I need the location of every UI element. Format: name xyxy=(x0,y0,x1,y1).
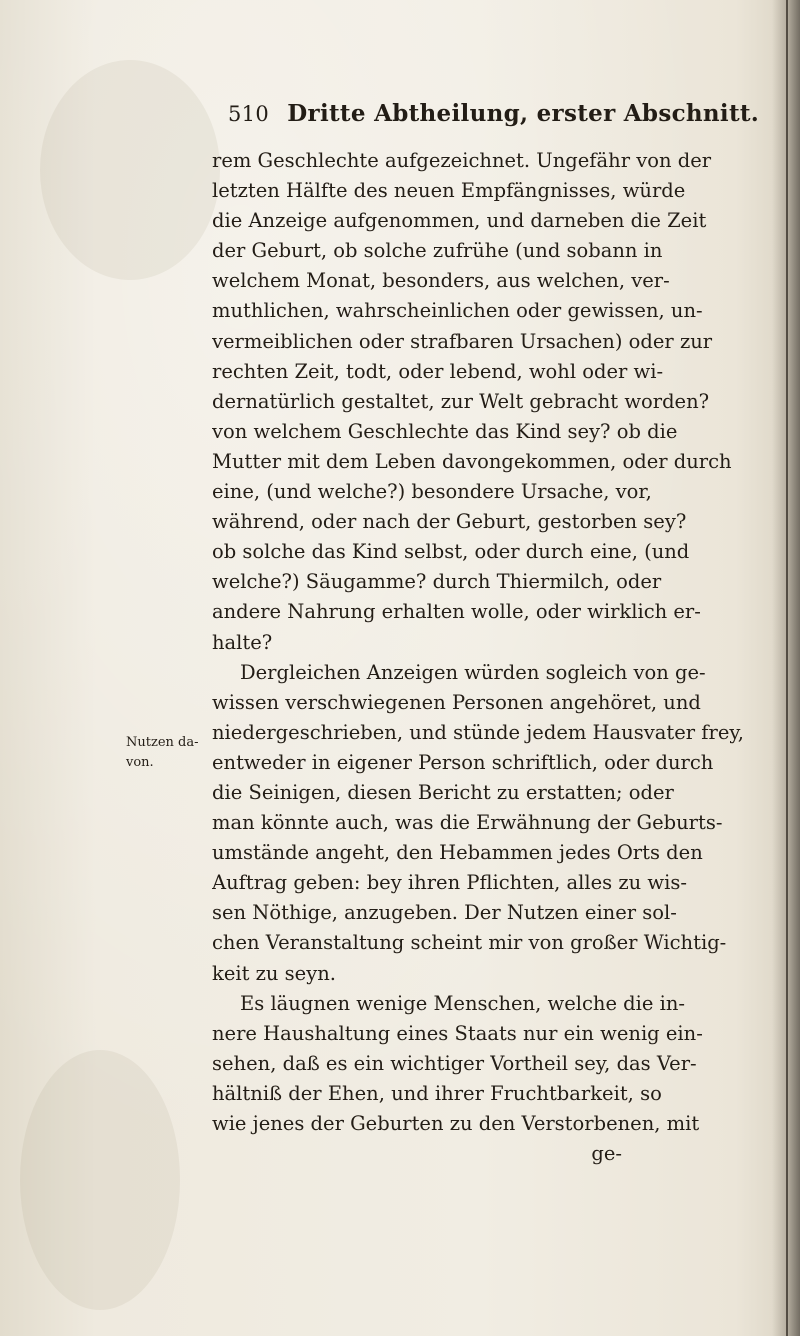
text-line: niedergeschrieben, und stünde jedem Hausvater frey, xyxy=(212,720,744,744)
text-line: eine, (und welche?) besondere Ursache, vor, xyxy=(212,480,652,504)
margin-note-line: von. xyxy=(126,755,154,770)
text-line: der Geburt, ob solche zufrühe (und sobann in xyxy=(212,239,663,263)
text-line: nere Haushaltung eines Staats nur ein wenig ein- xyxy=(212,1021,703,1045)
text-line: Mutter mit dem Leben davongekommen, oder durch xyxy=(212,449,732,473)
text-line: andere Nahrung erhalten wolle, oder wirklich er- xyxy=(212,600,701,624)
body-text xyxy=(212,146,792,1169)
text-line: hältniß der Ehen, und ihrer Fruchtbarkeit, so xyxy=(212,1081,662,1105)
text-line: dernatürlich gestaltet, zur Welt gebracht worden? xyxy=(212,389,710,413)
text-line: die Seinigen, diesen Bericht zu erstatten; oder xyxy=(212,780,674,804)
text-line: sehen, daß es ein wichtiger Vortheil sey, das Ver- xyxy=(212,1051,697,1075)
text-line: rechten Zeit, todt, oder lebend, wohl oder wi- xyxy=(212,359,664,383)
text-line: von welchem Geschlechte das Kind sey? ob die xyxy=(212,419,678,443)
text-line: wie jenes der Geburten zu den Verstorbenen, mit xyxy=(212,1112,700,1135)
paper-stain xyxy=(20,1050,180,1310)
text-line: ob solche das Kind selbst, oder durch eine, (und xyxy=(212,540,690,564)
margin-note xyxy=(126,733,199,773)
running-header xyxy=(228,100,759,127)
text-line: Auftrag geben: bey ihren Pflichten, alles zu wis- xyxy=(212,871,687,895)
text-line: die Anzeige aufgenommen, und darneben die Zeit xyxy=(212,209,707,233)
text-line: keit zu seyn. xyxy=(212,961,336,985)
text-line: umstände angeht, den Hebammen jedes Orts den xyxy=(212,841,703,865)
text-line: man könnte auch, was die Erwähnung der Geburts- xyxy=(212,811,723,835)
text-line: vermeiblichen oder strafbaren Ursachen) oder zur xyxy=(212,329,713,353)
text-line: welche?) Säugamme? durch Thiermilch, oder xyxy=(212,570,662,594)
text-line: muthlichen, wahrscheinlichen oder gewissen, un- xyxy=(212,299,703,323)
text-line: sen Nöthige, anzugeben. Der Nutzen einer sol- xyxy=(212,901,677,925)
margin-note-line: Nutzen da- xyxy=(126,735,199,750)
text-line: Es läugnen wenige Menschen, welche die in- xyxy=(240,991,686,1015)
text-line: halte? xyxy=(212,630,273,654)
text-line: während, oder nach der Geburt, gestorben sey? xyxy=(212,510,687,534)
paper-stain xyxy=(40,60,220,280)
catchword: ge- xyxy=(591,1142,622,1166)
text-line: wissen verschwiegenen Personen angehöret, und xyxy=(212,690,701,714)
text-line: Dergleichen Anzeigen würden sogleich von ge- xyxy=(240,660,706,684)
text-line: chen Veranstaltung scheint mir von großer Wichtig- xyxy=(212,931,727,955)
page-number: 510 xyxy=(228,102,269,126)
text-line: letzten Hälfte des neuen Empfängnisses, würde xyxy=(212,179,686,203)
text-line: entweder in eigener Person schriftlich, oder durch xyxy=(212,750,714,774)
text-line: rem Geschlechte aufgezeichnet. Ungefähr von der xyxy=(212,149,712,172)
header-title: Dritte Abtheilung, erster Abschnitt. xyxy=(287,100,760,127)
text-line: welchem Monat, besonders, aus welchen, ver- xyxy=(212,269,670,293)
